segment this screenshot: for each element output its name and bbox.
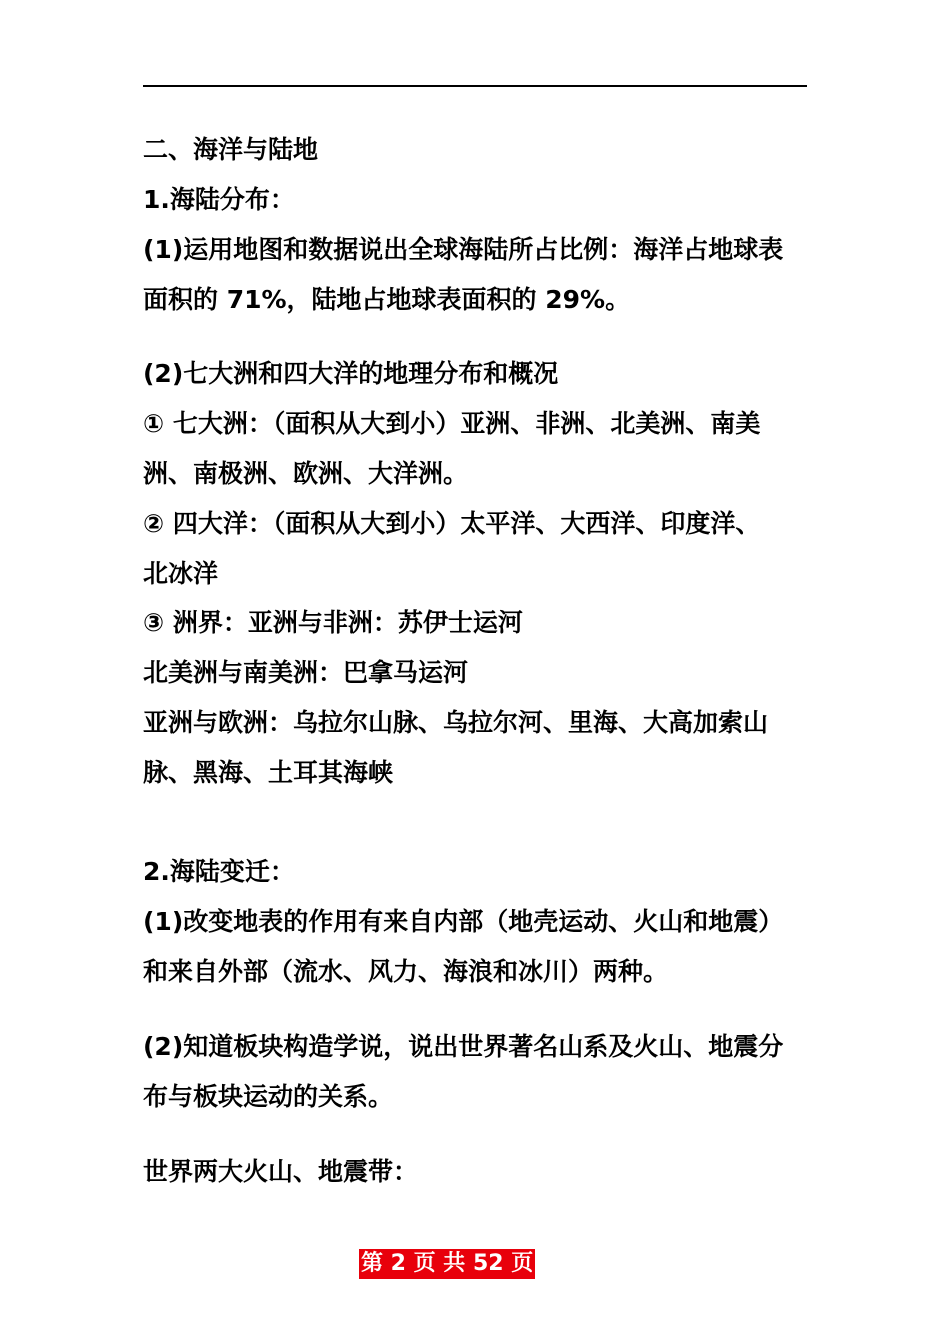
text-line: 北美洲与南美洲：巴拿马运河 [143, 658, 469, 687]
page-number-footer [359, 1248, 535, 1280]
text-line: 亚洲与欧洲：乌拉尔山脉、乌拉尔河、里海、大高加索山 [143, 708, 769, 737]
text-line: 世界两大火山、地震带： [143, 1157, 419, 1186]
text-line: (1)改变地表的作用有来自内部（地壳运动、火山和地震） [143, 907, 784, 936]
text-line: 布与板块运动的关系。 [143, 1082, 394, 1111]
page-number-label: 第 2 页 共 52 页 [359, 1249, 535, 1279]
text-line: (1)运用地图和数据说出全球海陆所占比例：海洋占地球表 [143, 235, 784, 264]
subsection-heading: 1.海陆分布： [143, 185, 295, 214]
section-heading: 二、海洋与陆地 [143, 135, 319, 164]
text-line: 面积的 71%，陆地占地球表面积的 29%。 [143, 285, 631, 314]
text-line: ② 四大洋：（面积从大到小）太平洋、大西洋、印度洋、 [143, 509, 761, 538]
text-line: 洲、南极洲、欧洲、大洋洲。 [143, 459, 469, 488]
text-line: (2)七大洲和四大洋的地理分布和概况 [143, 359, 559, 388]
text-line: (2)知道板块构造学说，说出世界著名山系及火山、地震分 [143, 1032, 784, 1061]
text-line: 脉、黑海、土耳其海峡 [143, 758, 394, 787]
text-line: ③ 洲界：亚洲与非洲：苏伊士运河 [143, 608, 523, 637]
header-rule [143, 85, 807, 87]
text-line: 北冰洋 [143, 559, 219, 588]
text-line: ① 七大洲：（面积从大到小）亚洲、非洲、北美洲、南美 [143, 409, 761, 438]
text-line: 和来自外部（流水、风力、海浪和冰川）两种。 [143, 957, 669, 986]
subsection-heading: 2.海陆变迁： [143, 857, 295, 886]
